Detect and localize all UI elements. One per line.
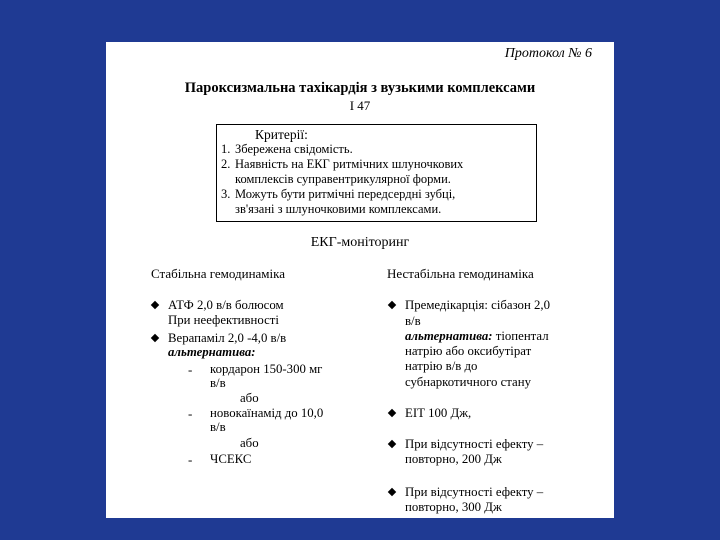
or-text: або — [240, 391, 259, 405]
cordarone-text: кордарон 150-300 мг — [210, 362, 323, 376]
alternative-label: альтернатива: — [168, 345, 256, 359]
criteria-item-text: Можуть бути ритмічні передсердні зубці, — [235, 187, 456, 201]
verapamil-text: Верапаміл 2,0 -4,0 в/в — [168, 331, 287, 345]
alternative-label: альтернатива: — [405, 329, 493, 343]
list-item-no-effect-1 — [389, 437, 543, 451]
dash-marker: - — [188, 406, 193, 421]
slide-page — [106, 42, 614, 518]
diamond-bullet-icon — [151, 301, 159, 309]
alternative-text-2: натрію або оксибутірат — [405, 344, 532, 358]
page-title: Пароксизмальна тахікардія з вузькими комплексами — [184, 80, 536, 96]
list-item-premedication — [389, 298, 550, 312]
eit-text: ЕІТ 100 Дж, — [405, 406, 472, 420]
criteria-item — [221, 142, 353, 157]
criteria-item-continuation — [221, 172, 451, 187]
criteria-item-number: 3. — [221, 187, 231, 201]
alternative-text-3: натрію в/в до — [405, 359, 478, 373]
criteria-item-number: 1. — [221, 142, 231, 156]
criteria-item-number: 2. — [221, 157, 231, 171]
cordarone-route: в/в — [210, 376, 226, 390]
novocainamid-text: новокаїнамід до 10,0 — [210, 406, 324, 420]
diagnosis-code: І 47 — [349, 98, 371, 113]
novocainamid-route: в/в — [210, 420, 226, 434]
criteria-item-text: Наявність на ЕКГ ритмічних шлуночкових — [235, 157, 464, 171]
protocol-number: Протокол № 6 — [504, 46, 592, 61]
dash-marker: - — [188, 452, 193, 467]
criteria-item — [221, 187, 455, 202]
premedication-route: в/в — [405, 314, 421, 328]
or-text: або — [240, 436, 259, 450]
unstable-heading: Нестабільна гемодинаміка — [387, 266, 534, 281]
premedication-text: Премедікарція: сібазон 2,0 — [405, 298, 550, 312]
ekg-monitoring-heading: ЕКГ-моніторинг — [310, 235, 410, 250]
repeat-300-text: повторно, 300 Дж — [405, 500, 502, 514]
alternative-text-4: субнаркотичного стану — [405, 375, 531, 389]
alternative-line — [405, 329, 549, 343]
diamond-bullet-icon — [151, 334, 159, 342]
list-item-eit — [389, 406, 471, 420]
diamond-bullet-icon — [388, 409, 396, 417]
dash-marker: - — [188, 362, 193, 377]
list-item-verapamil — [152, 331, 286, 345]
stable-heading: Стабільна гемодинаміка — [151, 266, 286, 281]
chseks-text: ЧСЕКС — [210, 452, 252, 466]
list-item-no-effect-2 — [389, 485, 543, 499]
criteria-item-text: комплексів суправентрикулярної форми. — [235, 172, 451, 186]
no-effect-text: При відсутності ефекту – — [405, 485, 544, 499]
criteria-item-text: Збережена свідомість. — [235, 142, 353, 156]
atf-text: АТФ 2,0 в/в болюсом — [168, 298, 284, 312]
diamond-bullet-icon — [388, 301, 396, 309]
criteria-box — [216, 124, 537, 222]
criteria-title: Критерії: — [255, 127, 308, 142]
repeat-200-text: повторно, 200 Дж — [405, 452, 502, 466]
criteria-item-continuation — [221, 202, 441, 217]
atf-note: При неефективності — [168, 313, 279, 327]
thiopental-text: тіопентал — [495, 329, 549, 343]
no-effect-text: При відсутності ефекту – — [405, 437, 544, 451]
criteria-item-text: зв'язані з шлуночковими комплексами. — [235, 202, 442, 216]
diamond-bullet-icon — [388, 488, 396, 496]
criteria-item — [221, 157, 463, 172]
diamond-bullet-icon — [388, 440, 396, 448]
list-item-atf — [152, 298, 284, 312]
